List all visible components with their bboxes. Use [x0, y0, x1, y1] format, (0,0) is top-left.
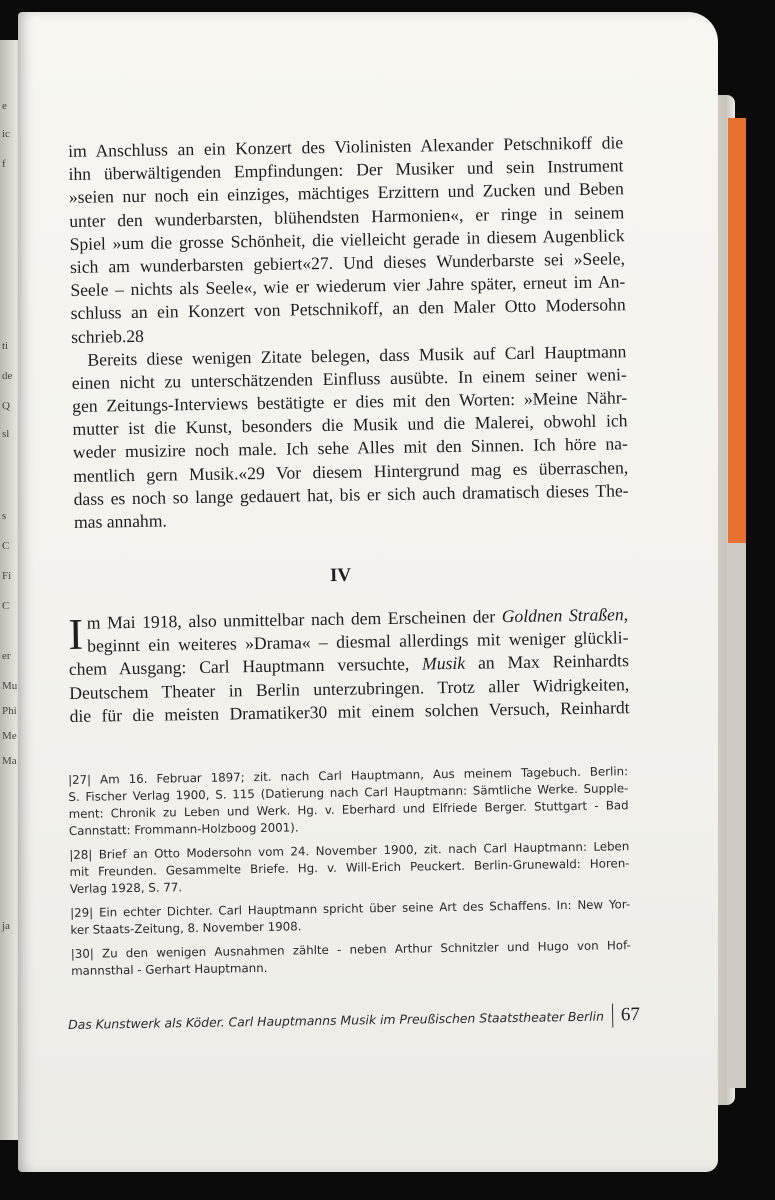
text-line: im Anschluss an ein Konzert des Violinisten Alexander Petschnikoff die [68, 132, 624, 161]
text-line: sich am wunderbarsten gebiert«27. Und dieses Wunderbarste sei »Seele, [69, 248, 626, 277]
cover-spine-accent [728, 118, 746, 543]
left-page-fragment: Phi [2, 705, 17, 717]
text-line: mentlich gern Musik.«29 Vor diesem Hintergrund mag es überraschen, [73, 456, 629, 486]
left-page-fragment: Me [2, 730, 17, 742]
text-line: unter den wunderbarsten, blühendsten Harmonien«, er ringe in seinem [69, 201, 625, 231]
footnote-line: |29| Ein echter Dichter. Carl Hauptmann spricht über seine Art des Schaffens. In: New Yor- [70, 897, 631, 920]
text-line: gen Zeitungs-Interviews bestätigte er dies mit den Worten: »Meine Nähr- [72, 387, 628, 417]
footnote-line: mannsthal - Gerhart Hauptmann. [71, 960, 268, 978]
left-page-fragment: ti [2, 340, 9, 352]
text-line: einen nicht zu unterschätzenden Einfluss ausübte. In einem seiner weni- [71, 364, 627, 393]
footnote-line: mit Freunden. Gesammelte Briefe. Hg. v. Will-Erich Peuckert. Berlin-Grunewald: Horen- [69, 856, 630, 879]
text-line: schrieb.28 [70, 325, 145, 347]
page-number: 67 [620, 1004, 641, 1026]
left-page-fragment: s [2, 510, 7, 522]
section-paragraph [68, 603, 630, 728]
running-footer [68, 1003, 658, 1036]
drop-cap: I [67, 609, 84, 659]
footnote-line: Cannstatt: Frommann-Holzboog 2001). [68, 820, 299, 838]
text-line: mas annahm. [73, 510, 167, 532]
footnote-line: |30| Zu den wenigen Ausnahmen zählte - neben Arthur Schnitzler und Hugo von Hof- [70, 938, 631, 961]
footnote-30 [71, 937, 631, 980]
footnote-27 [68, 763, 629, 840]
text-line: Deutschem Theater in Berlin unterzubringen. Trotz aller Widrigkeiten, [69, 673, 630, 703]
left-page-fragment: Q [2, 400, 10, 412]
cover-spine [728, 543, 746, 1088]
left-page-fragment: e [2, 100, 7, 112]
footnote-line: Verlag 1928, S. 77. [69, 880, 183, 896]
left-page-fragment: Ma [2, 755, 17, 767]
footnote-line: S. Fischer Verlag 1900, S. 115 (Datierung nach Carl Hauptmann: Sämtliche Werke. Supple- [68, 781, 629, 804]
left-page-fragment: C [2, 540, 10, 552]
footnote-line: ker Staats-Zeitung, 8. November 1908. [70, 919, 302, 937]
left-page-fragment: sl [2, 428, 10, 440]
footnote-line: ment: Chronik zu Leben und Werk. Hg. v. Eberhard und Elfriede Berger. Stuttgart - Bad [68, 798, 629, 821]
text-line: Bereits diese wenigen Zitate belegen, dass Musik auf Carl Hauptmann [87, 340, 627, 370]
text-line: Seele – nichts als Seele«, wie er wiederum vier Jahre später, erneut im An- [70, 271, 626, 301]
book-page [18, 12, 718, 1172]
left-page-fragment: Fi [2, 570, 12, 582]
text-line: die für die meisten Dramatiker30 mit einem solchen Versuch, Reinhardt [69, 696, 630, 726]
text-line: schluss an ein Konzert von Petschnikoff, an den Maler Otto Modersohn [70, 294, 626, 324]
running-title: Das Kunstwerk als Köder. Carl Hauptmanns Musik im Preußischen Staatstheater Berlin [68, 1008, 604, 1032]
left-page-fragment: ic [2, 128, 10, 140]
section-heading: IV [329, 564, 352, 587]
left-page-fragment: er [2, 650, 11, 662]
footnote-line: |28| Brief an Otto Modersohn vom 24. November 1900, zit. nach Carl Hauptmann: Leben [69, 839, 630, 862]
footnote-29 [70, 896, 630, 939]
text-line: ihn überwältigenden Empfindungen: Der Musiker und sein Instrument [68, 155, 624, 185]
italic-title: Goldnen Straßen [501, 604, 624, 627]
left-page-fragment: f [2, 158, 6, 170]
footnotes [68, 763, 631, 987]
text-line: chem Ausgang: Carl Hauptmann versuchte, Musik an Max Reinhardts [68, 650, 629, 680]
footnote-line: |27| Am 16. Februar 1897; zit. nach Carl Hauptmann, Aus meinem Tagebuch. Berlin: [68, 764, 629, 787]
text-line: mutter ist die Kunst, besonders die Musik und die Malerei, obwohl ich [72, 410, 628, 440]
footer-divider [612, 1003, 613, 1027]
footnote-28 [69, 838, 630, 898]
left-page-fragment: ja [2, 920, 10, 932]
text-line: »seien nur noch ein einziges, mächtiges Erzittern und Zucken und Beben [68, 178, 624, 208]
body-paragraphs [68, 131, 629, 534]
left-page-fragment: C [2, 600, 10, 612]
left-page-fragment: Mu [2, 680, 18, 692]
text-line: beginnt ein weiteres »Drama« – diesmal allerdings mit weniger glückli- [87, 627, 629, 656]
text-line: m Mai 1918, also unmittelbar nach dem Erscheinen der Goldnen Straßen, [86, 604, 629, 633]
text-line: dass es noch so lange gedauert hat, bis er sich auch dramatisch dieses The- [73, 480, 629, 509]
text-line: Spiel »um die grosse Schönheit, die vielleicht gerade in diesem Augenblick [69, 225, 625, 254]
left-page-fragment: de [2, 370, 13, 382]
italic-title: Musik [421, 653, 466, 674]
text-line: weder musizire noch male. Ich sehe Alles mit den Sinnen. Ich höre na- [72, 433, 628, 463]
